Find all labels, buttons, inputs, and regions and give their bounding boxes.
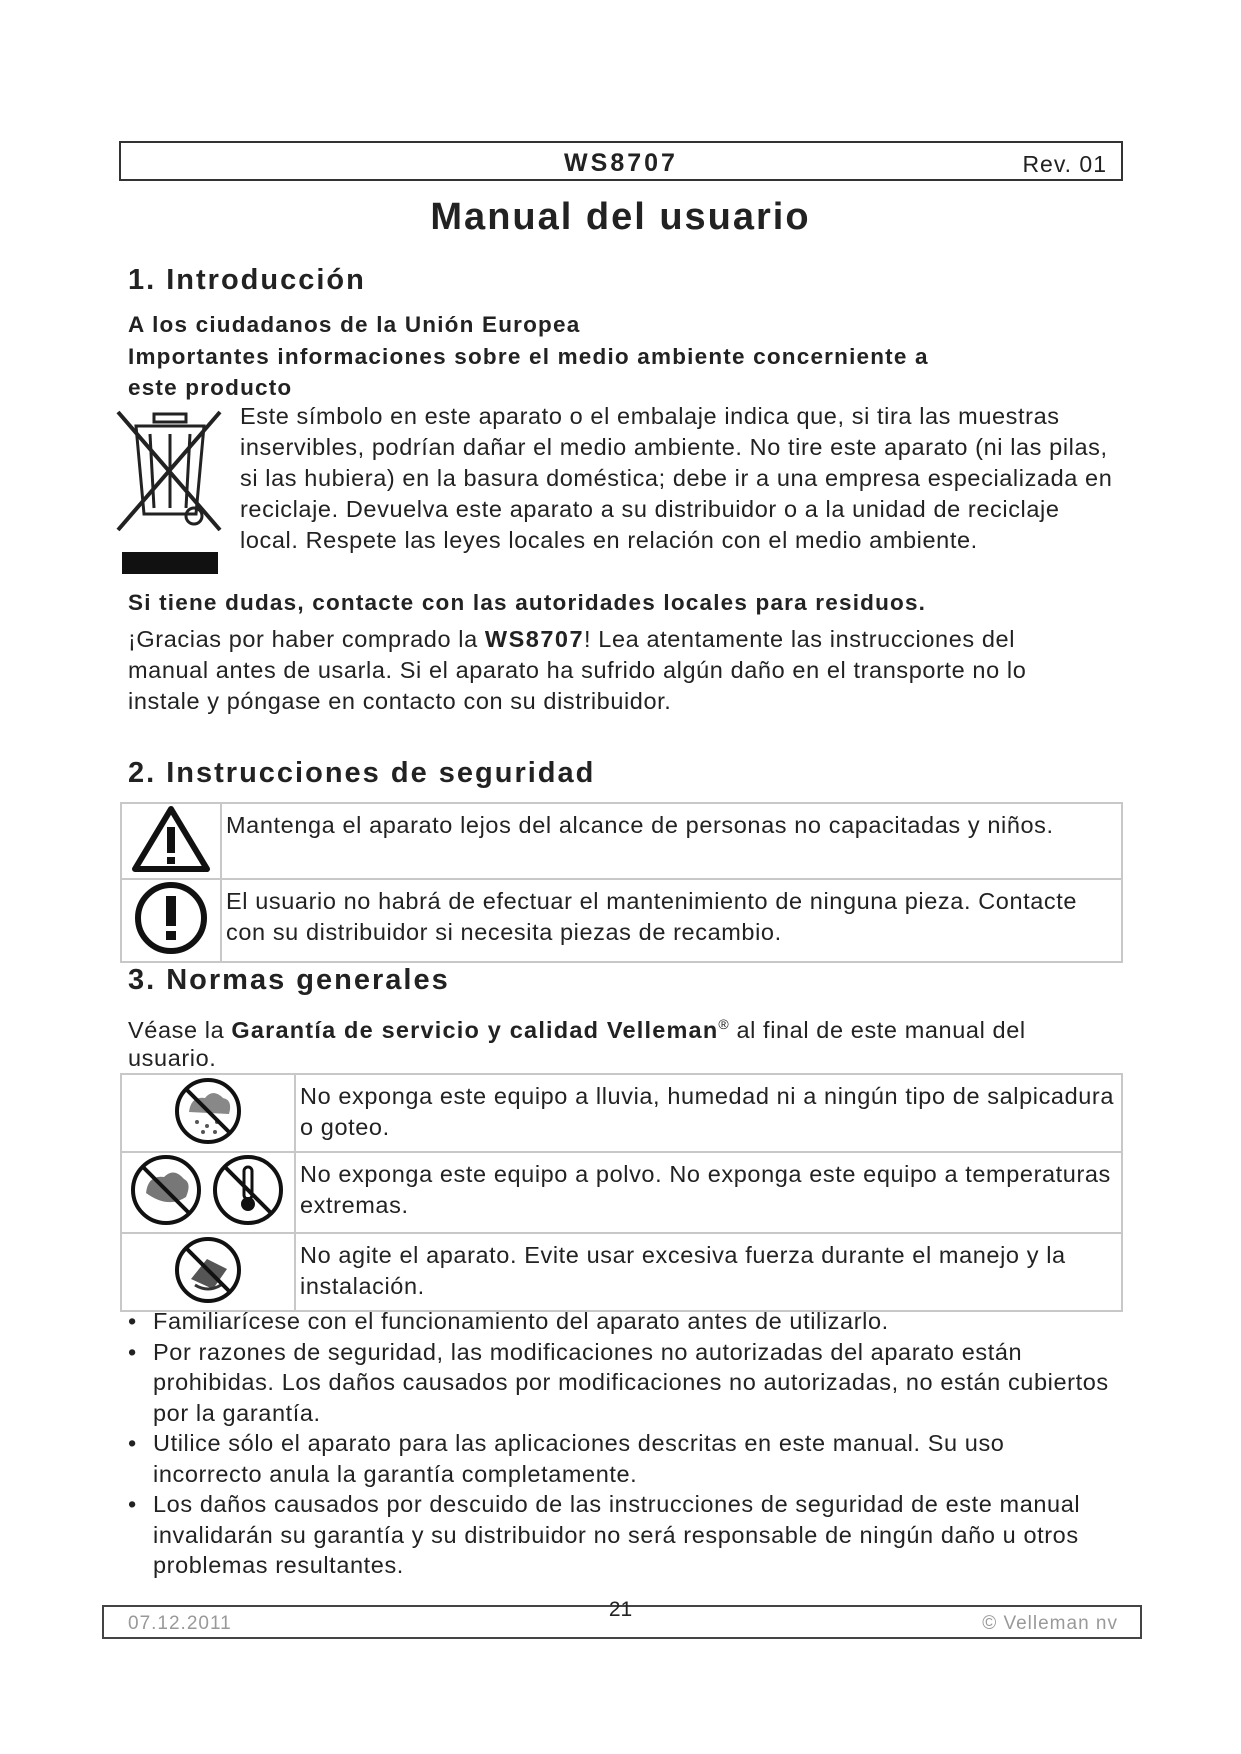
doubts-note: Si tiene dudas, contacte con las autoridades locales para residuos. bbox=[128, 590, 927, 615]
bullet-icon: • bbox=[128, 1338, 137, 1365]
thanks-post: ! Lea atentamente las instrucciones del manual antes de usarla. Si el aparato ha sufrido algún daño en el transporte no lo instale y póngase en contacto con su distribuidor. bbox=[128, 626, 1027, 714]
thanks-paragraph bbox=[128, 624, 1068, 717]
document-header bbox=[119, 141, 1123, 181]
safety-row bbox=[121, 879, 1122, 962]
safety-row-text-cell bbox=[221, 879, 1122, 962]
thermometer-icon bbox=[215, 1157, 281, 1223]
subheading-environment-line2: este producto bbox=[128, 375, 293, 400]
rules-text-3: No agite el aparato. Evite usar excesiva fuerza durante el manejo y la instalación. bbox=[300, 1242, 1066, 1299]
rules-text-1: No exponga este equipo a lluvia, humedad ni a ningún tipo de salpicadura o goteo. bbox=[300, 1083, 1115, 1140]
rules-row-text-cell bbox=[295, 1074, 1122, 1152]
bullet-text: Familiarícese con el funcionamiento del aparato antes de utilizarlo. bbox=[153, 1308, 889, 1334]
thanks-model: WS8707 bbox=[484, 626, 585, 652]
intro-post: al final de este manual del usuario. bbox=[128, 1016, 1026, 1071]
subheading-environment-line1: Importantes informaciones sobre el medio ambiente concerniente a bbox=[128, 344, 929, 369]
rules-row bbox=[121, 1233, 1122, 1311]
general-rules-bullets bbox=[128, 1306, 1118, 1581]
footer-copyright: © Velleman nv bbox=[982, 1613, 1118, 1634]
exclamation-circle-icon bbox=[121, 879, 221, 962]
bullet-text: Utilice sólo el aparato para las aplicaciones descritas en este manual. Su uso incorrecto anula la garantía completamente. bbox=[153, 1430, 1005, 1487]
intro-bold: Garantía de servicio y calidad Velleman bbox=[231, 1016, 719, 1043]
page-title: Manual del usuario bbox=[430, 196, 811, 238]
no-shake-icon bbox=[121, 1233, 295, 1311]
general-rules-table bbox=[120, 1073, 1123, 1312]
no-rain-icon bbox=[121, 1074, 295, 1152]
warranty-intro bbox=[128, 1010, 1088, 1072]
no-dust-icon bbox=[133, 1157, 199, 1223]
safety-text-1: Mantenga el aparato lejos del alcance de personas no capacitadas y niños. bbox=[226, 812, 1054, 838]
safety-row-text-cell bbox=[221, 803, 1122, 879]
no-dust-temperature-icons bbox=[121, 1152, 295, 1233]
intro-pre: Véase la bbox=[128, 1016, 232, 1043]
rules-row-text-cell bbox=[295, 1233, 1122, 1311]
list-item bbox=[128, 1306, 1118, 1337]
rules-text-2: No exponga este equipo a polvo. No exponga este equipo a temperaturas extremas. bbox=[300, 1161, 1111, 1218]
bullet-text: Por razones de seguridad, las modificaciones no autorizadas del aparato están prohibidas. Los daños causados por modificaciones no autorizadas, no están cubiertos por la garantía. bbox=[153, 1338, 1109, 1426]
bullet-icon: • bbox=[128, 1491, 137, 1517]
warning-triangle-icon bbox=[121, 803, 221, 879]
thanks-pre: ¡Gracias por haber comprado la bbox=[128, 626, 485, 652]
bullet-icon: • bbox=[128, 1308, 137, 1334]
revision-label: Rev. 01 bbox=[1022, 151, 1107, 177]
model-number: WS8707 bbox=[564, 149, 678, 177]
list-item bbox=[128, 1428, 1118, 1489]
list-item bbox=[128, 1489, 1118, 1581]
section-heading-normas: 3. Normas generales bbox=[128, 964, 450, 996]
bullet-icon: • bbox=[128, 1430, 137, 1456]
weee-description: Este símbolo en este aparato o el embalaje indica que, si tira las muestras inservibles, podrían dañar el medio ambiente. No tire este aparato (ni las pilas, si las hubiera) en la basura doméstica; debe ir a una empresa especializada en reciclaje. Devuelva este aparato a su distribuidor o a la unidad de reciclaje local. Respete las leyes locales en relación con el medio ambiente. bbox=[240, 403, 1113, 553]
rules-row bbox=[121, 1074, 1122, 1152]
rules-row-text-cell bbox=[295, 1152, 1122, 1233]
subheading-eu-citizens: A los ciudadanos de la Unión Europea bbox=[128, 312, 581, 337]
registered-mark: ® bbox=[718, 1016, 730, 1032]
weee-bin-icon bbox=[114, 404, 224, 584]
page-number: 21 bbox=[608, 1598, 633, 1621]
rules-row bbox=[121, 1152, 1122, 1233]
bullet-text: Los daños causados por descuido de las instrucciones de seguridad de este manual invalidarán su garantía y su distribuidor no será responsable de ningún daño u otros problemas resultantes. bbox=[153, 1491, 1081, 1578]
safety-table bbox=[120, 802, 1123, 963]
section-heading-seguridad: 2. Instrucciones de seguridad bbox=[128, 757, 596, 789]
safety-row bbox=[121, 803, 1122, 879]
section-heading-introduccion: 1. Introducción bbox=[128, 264, 366, 296]
footer-date: 07.12.2011 bbox=[128, 1613, 232, 1634]
list-item bbox=[128, 1337, 1118, 1429]
safety-text-2: El usuario no habrá de efectuar el mantenimiento de ninguna pieza. Contacte con su distribuidor si necesita piezas de recambio. bbox=[226, 888, 1078, 945]
